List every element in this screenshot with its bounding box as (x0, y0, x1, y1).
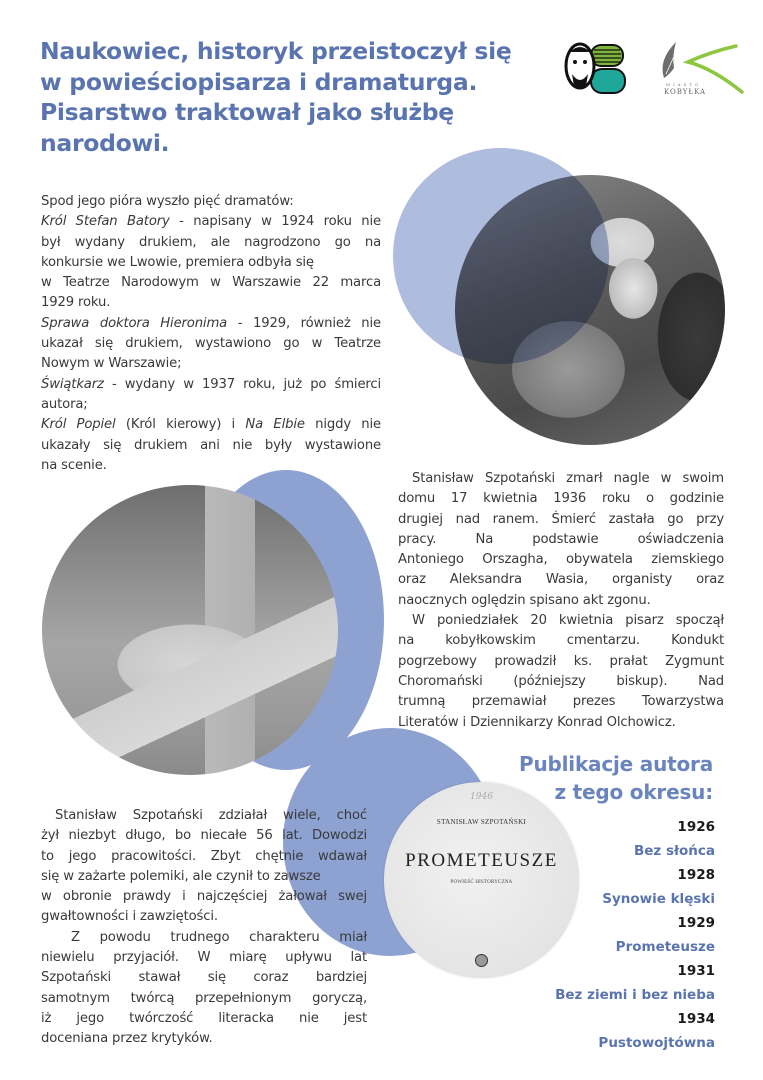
publication-title: Synowie klęski (602, 891, 715, 907)
publications-heading (519, 750, 713, 806)
title-line: Naukowiec, historyk przeistoczył się (40, 37, 512, 65)
book-author: STANISŁAW SZPOTAŃSKI (436, 818, 527, 826)
drama-title: Świątkarz (41, 376, 104, 392)
drama-title: Sprawa doktora Hieronima (41, 315, 228, 331)
text-fragment: - 1929, również nie (227, 315, 381, 331)
text-line: żył niezbyt długo, bo niecałe 56 lat. Dowodzi (41, 828, 367, 844)
text-fragment: - wydany w 1937 roku, już po śmierci (103, 376, 381, 392)
text-line: w obronie prawdy i najczęściej żałował swej (41, 889, 367, 905)
text-line: doceniana przez krytyków. (41, 1031, 213, 1047)
text-line (41, 314, 381, 334)
text-line: pogrzebowy prowadził ks. prałat Zygmunt (398, 653, 724, 669)
text-fragment: (Król kierowy) i (115, 417, 246, 433)
decorative-circle-top (393, 148, 609, 364)
text-line: Szpotański stawał się coraz bardziej (41, 970, 367, 986)
death-text (398, 469, 724, 733)
publication-year: 1928 (677, 867, 715, 883)
text-line: W poniedziałek 20 kwietnia pisarz spoczął (412, 613, 724, 629)
publication-title: Bez słońca (633, 843, 715, 859)
text-line (41, 375, 381, 395)
text-line: Z powodu trudnego charakteru miał (71, 929, 367, 945)
text-line (41, 415, 381, 435)
city-logo-label-small: MIASTO (666, 82, 702, 87)
publication-title: Pustowojtówna (598, 1035, 715, 1051)
text-line: Literatów i Dziennikarzy Konrad Olchowicz. (398, 714, 676, 730)
life-text (41, 806, 367, 1050)
city-logo (650, 38, 750, 100)
text-line: ukazał się drukiem, wystawiono go w Teatrze (41, 336, 381, 352)
text-line: na kobyłkowskim cmentarzu. Kondukt (398, 633, 724, 649)
title-line: Pisarstwo traktował jako służbę (40, 98, 454, 126)
text-line: ukazały się drukiem ani nie były wystawione (41, 437, 381, 453)
text-line: Stanisław Szpotański zmarł nagle w swoim (412, 471, 724, 486)
text-line: trumną przemawiał prezes Towarzystwa (398, 694, 724, 710)
title-line: w powieściopisarza i dramaturga. (40, 67, 478, 96)
text-line: w Teatrze Narodowym w Warszawie 22 marca (41, 275, 381, 291)
page-title (40, 36, 540, 158)
text-line: samotnym twórcą przepełnionym goryczą, (41, 990, 367, 1006)
text-line: drugiej nad ranem. Śmierć zastała go przy (398, 511, 724, 527)
text-line: Stanisław Szpotański zdziałał wiele, choć (55, 808, 367, 823)
publications-heading-line: z tego okresu: (554, 780, 713, 804)
text-line: gwałtowności i zawziętości. (41, 909, 218, 925)
text-fragment: nigdy nie (304, 417, 381, 433)
dramas-text (41, 192, 381, 476)
text-line: Choromański (późniejszy biskup). Nad (398, 673, 724, 689)
drama-title: Król Popiel (41, 417, 116, 433)
text-line: Spod jego pióra wyszło pięć dramatów: (41, 194, 294, 209)
text-line: Antoniego Orszagha, obywatela ziemskiego (398, 552, 724, 568)
text-line: 1929 roku. (41, 295, 111, 311)
publication-year: 1929 (677, 915, 715, 931)
text-line: iż jego twórczość literacka nie jest (41, 1010, 367, 1026)
text-line: Nowym w Warszawie; (41, 356, 182, 372)
publication-year: 1926 (677, 819, 715, 835)
text-line: na scenie. (41, 457, 107, 473)
title-line: narodowi. (40, 128, 170, 157)
city-logo-label: KOBYŁKA (664, 88, 707, 96)
grave-photo (42, 485, 338, 775)
text-line: niewielu przyjaciół. W miarę upływu lat (41, 950, 367, 966)
text-line: się w zażarte polemiki, ale czynił to zawsze (41, 868, 321, 884)
drama-title: Na Elbie (245, 417, 305, 433)
book-handwritten-note: 1946 (470, 792, 493, 802)
book-subtitle: POWIEŚĆ HISTORYCZNA (450, 880, 513, 885)
book-title: PROMETEUSZE (405, 850, 558, 871)
publications-list (555, 815, 715, 1055)
book-cover (384, 782, 579, 978)
text-line: to jego pracowitości. Zbyt chętnie wdawał (41, 848, 367, 864)
publisher-emblem-icon (475, 954, 488, 967)
text-line: pracy. Na podstawie oświadczenia (398, 531, 724, 547)
text-line (41, 212, 381, 232)
publications-heading-line: Publikacje autora (519, 752, 713, 776)
publication-year: 1934 (677, 1011, 715, 1027)
drama-title: Król Stefan Batory (41, 214, 170, 230)
publication-title: Bez ziemi i bez nieba (555, 987, 715, 1003)
text-line: autora; (41, 396, 88, 412)
text-line: był wydany drukiem, ale nagrodzono go na (41, 234, 381, 250)
publication-year: 1931 (677, 963, 715, 979)
text-fragment: - napisany w 1924 roku nie (169, 214, 381, 230)
text-line: oraz Aleksandra Wasia, organisty oraz (398, 572, 724, 588)
text-line: konkursie we Lwowie, premiera odbyła się (41, 254, 314, 270)
publication-title: Prometeusze (615, 939, 715, 955)
text-line: domu 17 kwietnia 1936 roku o godzinie (398, 491, 724, 507)
text-line: naocznych oględzin spisano akt zgonu. (398, 592, 651, 608)
